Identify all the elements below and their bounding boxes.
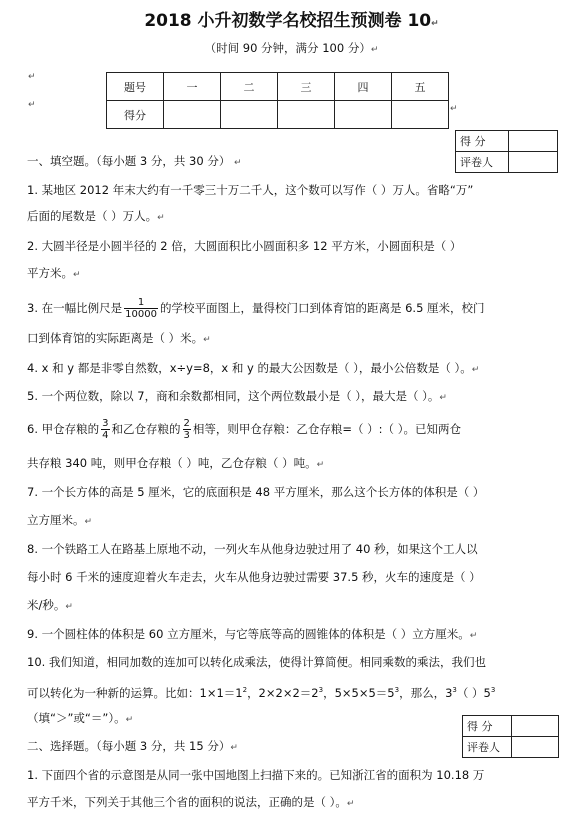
grader-score-label: 得 分 [456, 131, 509, 152]
section-heading-fill-in: 一、填空题。（每小题 3 分，共 30 分） ↵ [27, 154, 242, 168]
grader-name-cell[interactable] [509, 152, 558, 173]
question-1-line-2: 后面的尾数是（ ）万人。↵ [27, 209, 165, 223]
score-header-cell: 四 [335, 73, 392, 101]
question-8-line-1: 8. 一个铁路工人在路基上原地不动，一列火车从他身边驶过用了 40 秒，如果这个工人以 [27, 542, 478, 556]
choice-1-line-2: 平方千米，下列关于其他三个省的面积的说法，正确的是（ ）。↵ [27, 795, 355, 809]
score-cell[interactable] [392, 101, 449, 129]
fraction-two-thirds: $\frac{2}{3}$ [183, 418, 190, 441]
question-6-line-2: 共存粮 340 吨，则甲仓存粮（ ）吨，乙仓存粮（ ）吨。↵ [27, 456, 325, 470]
score-table-score-row [107, 101, 449, 129]
question-9: 9. 一个圆柱体的体积是 60 立方厘米，与它等底等高的圆锥体的体积是（ ）立方厘米。↵ [27, 627, 478, 641]
question-8-line-2: 每小时 6 千米的速度迎着火车走去，火车从他身边驶过需要 37.5 秒，火车的速度是（ ） [27, 570, 481, 584]
question-2-line-2: 平方米。↵ [27, 266, 81, 280]
score-cell[interactable] [164, 101, 221, 129]
question-7-line-1: 7. 一个长方体的高是 5 厘米，它的底面积是 48 平方厘米，那么这个长方体的体积是（ ） [27, 485, 485, 499]
score-header-cell: 二 [221, 73, 278, 101]
score-header-cell: 三 [278, 73, 335, 101]
score-cell[interactable] [335, 101, 392, 129]
fraction-three-quarters: $\frac{3}{4}$ [102, 418, 109, 441]
score-header-cell: 五 [392, 73, 449, 101]
question-3-line-2: 口到体育馆的实际距离是（ ）米。↵ [27, 331, 211, 345]
grader-name-label: 评卷人 [463, 737, 512, 758]
grader-box-section-1 [455, 130, 558, 173]
score-header-cell: 题号 [107, 73, 164, 101]
score-cell[interactable] [221, 101, 278, 129]
subtitle: （时间 90 分钟，满分 100 分）↵ [204, 41, 379, 55]
score-row-label: 得分 [107, 101, 164, 129]
question-10-line-3: （填“＞”或“＝”）。↵ [27, 711, 134, 725]
grader-score-cell[interactable] [512, 716, 559, 737]
paragraph-mark: ↵ [28, 72, 36, 82]
grader-name-label: 评卷人 [456, 152, 509, 173]
score-table [106, 72, 449, 129]
question-7-line-2: 立方厘米。↵ [27, 513, 93, 527]
question-6-line-1: 6. 甲仓存粮的 $\frac{3}{4}$ 和乙仓存粮的 $\frac{2}{3}$ 相等，则甲仓存粮：乙仓存粮=（ ）:（ ）。已知两仓 [27, 418, 461, 441]
question-4: 4. x 和 y 都是非零自然数，x÷y=8，x 和 y 的最大公因数是（ ），最小公倍数是（ ）。↵ [27, 361, 480, 375]
grader-score-label: 得 分 [463, 716, 512, 737]
question-1-line-1: 1. 某地区 2012 年末大约有一千零三十万二千人，这个数可以写作（ ）万人。省略“万” [27, 183, 474, 197]
question-3-line-1: 3. 在一幅比例尺是 $\frac{1}{10000}$ 的学校平面图上，量得校门口到体育馆的距离是 6.5 厘米，校门 [27, 297, 485, 320]
question-10-line-1: 10. 我们知道，相同加数的连加可以转化成乘法，使得计算简便。相同乘数的乘法，我们也 [27, 655, 486, 669]
scale-fraction: $\frac{1}{10000}$ [125, 297, 157, 320]
question-10-line-2: 可以转化为一种新的运算。比如：$1\times 1=1^2$，$2\times 2\times 2=2^3$，$5\times 5\times 5=5^3$，那么，$3^3$（ ）$5^3$ [27, 685, 496, 700]
score-header-cell: 一 [164, 73, 221, 101]
grader-score-cell[interactable] [509, 131, 558, 152]
question-2-line-1: 2. 大圆半径是小圆半径的 2 倍，大圆面积比小圆面积多 12 平方米，小圆面积是（ ） [27, 239, 462, 253]
grader-name-cell[interactable] [512, 737, 559, 758]
section-heading-multiple-choice: 二、选择题。（每小题 3 分，共 15 分）↵ [27, 739, 238, 753]
score-cell[interactable] [278, 101, 335, 129]
paragraph-mark: ↵ [28, 100, 36, 110]
paragraph-mark: ↵ [450, 104, 458, 114]
grader-box-section-2 [462, 715, 559, 758]
question-5: 5. 一个两位数，除以 7，商和余数都相同，这个两位数最小是（ ），最大是（ ）。↵ [27, 389, 447, 403]
question-8-line-3: 米/秒。↵ [27, 598, 73, 612]
score-table-header-row [107, 73, 449, 101]
choice-1-line-1: 1. 下面四个省的示意图是从同一张中国地图上扫描下来的。已知浙江省的面积为 10.18 万 [27, 768, 485, 782]
page-title: 2018 小升初数学名校招生预测卷 10↵ [144, 11, 439, 31]
